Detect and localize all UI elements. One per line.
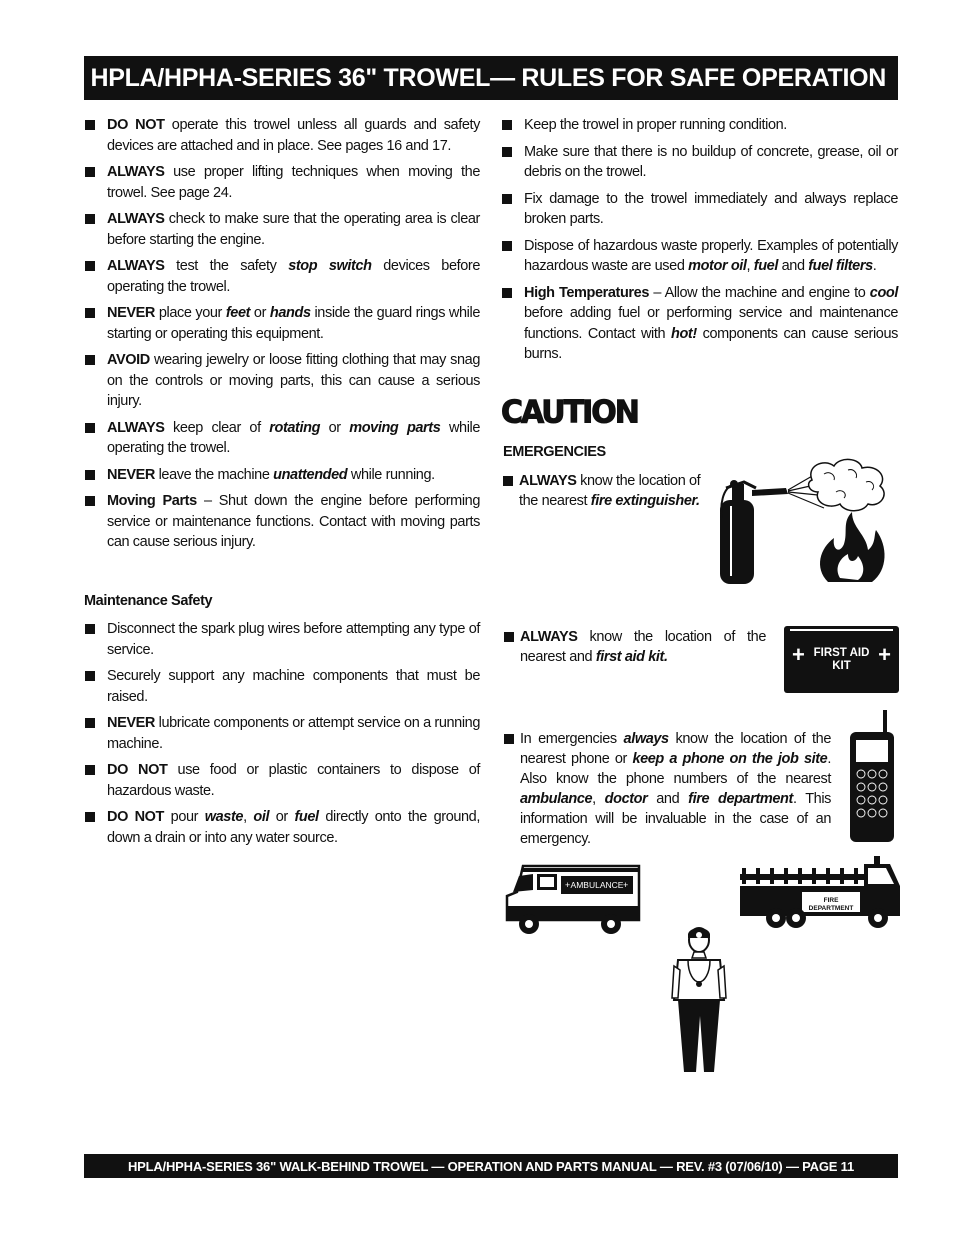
safety-rules-list (84, 115, 480, 553)
fire-truck-icon (740, 856, 900, 932)
emergency-phone-item: In emergencies always know the location of the nearest phone or keep a phone on the job site. Also know the phone numbers of the nearest ambulance, doctor and fire department. This information will be invaluable in the case of an emergency. (520, 731, 831, 847)
plus-icon: + (565, 880, 571, 890)
list-item: NEVER place your feet or hands inside the guard rings while starting or operating this equipment. (84, 303, 480, 344)
fire-dept-label: FIRE (823, 897, 839, 904)
list-item: NEVER lubricate components or attempt service on a running machine. (84, 713, 480, 754)
ambulance-label: AMBULANCE (570, 880, 624, 890)
list-item: Securely support any machine components that must be raised. (84, 666, 480, 707)
list-item: Make sure that there is no buildup of concrete, grease, oil or debris on the trowel. (501, 142, 898, 183)
left-column (84, 115, 480, 854)
caution-heading: CAUTION (501, 394, 638, 431)
list-item: ALWAYS check to make sure that the operating area is clear before starting the engine. (84, 209, 480, 250)
list-item: High Temperatures – Allow the machine and engine to cool before adding fuel or performing service and maintenance functions. Contact with hot! components can cause serious burns. (501, 283, 898, 365)
kit-label: FIRST AID (813, 647, 870, 659)
trowel-care-list (501, 115, 898, 365)
list-item: Dispose of hazardous waste properly. Examples of potentially hazardous waste are used motor oil, fuel and fuel filters. (501, 236, 898, 277)
list-item: DO NOT operate this trowel unless all guards and safety devices are attached and in place. See pages 16 and 17. (84, 115, 480, 156)
fire-dept-label: DEPARTMENT (808, 905, 854, 912)
mobile-phone-icon (846, 710, 898, 844)
right-column (501, 115, 898, 371)
plus-icon: + (623, 880, 629, 890)
page-footer: HPLA/HPHA-SERIES 36" WALK-BEHIND TROWEL — OPERATION AND PARTS MANUAL — REV. #3 (07/06/10) — PAGE 11 (84, 1154, 898, 1178)
kit-label: KIT (832, 660, 851, 672)
list-item: Fix damage to the trowel immediately and always replace broken parts. (501, 189, 898, 230)
maintenance-list (84, 619, 480, 848)
first-aid-kit-item: ALWAYS know the location of the nearest and first aid kit. (520, 629, 766, 665)
plus-icon: + (878, 642, 891, 667)
list-item: Keep the trowel in proper running condition. (501, 115, 898, 136)
list-item: ALWAYS keep clear of rotating or moving parts while operating the trowel. (84, 418, 480, 459)
list-item: DO NOT use food or plastic containers to dispose of hazardous waste. (84, 760, 480, 801)
maintenance-safety-heading: Maintenance Safety (84, 592, 213, 609)
emergencies-heading: EMERGENCIES (503, 444, 606, 460)
list-item: Moving Parts – Shut down the engine before performing service or maintenance functions. Contact with moving parts can cause serious injury. (84, 491, 480, 553)
kit-handle-line (790, 629, 893, 631)
list-item: ALWAYS use proper lifting techniques when moving the trowel. See page 24. (84, 162, 480, 203)
list-item: Disconnect the spark plug wires before attempting any type of service. (84, 619, 480, 660)
plus-icon: + (792, 642, 805, 667)
page-title: HPLA/HPHA-SERIES 36" TROWEL— RULES FOR SAFE OPERATION (84, 56, 898, 100)
list-item: NEVER leave the machine unattended while running. (84, 465, 480, 486)
doctor-icon (670, 926, 728, 1074)
list-item: AVOID wearing jewelry or loose fitting clothing that may snag on the controls or moving parts, this can cause a serious injury. (84, 350, 480, 412)
fire-extinguisher-icon (716, 458, 894, 586)
ambulance-icon (503, 862, 641, 938)
list-item: ALWAYS test the safety stop switch devices before operating the trowel. (84, 256, 480, 297)
fire-extinguisher-item: ALWAYS know the location of the nearest fire extinguisher. (519, 471, 719, 511)
first-aid-kit-icon (784, 626, 899, 693)
list-item: DO NOT pour waste, oil or fuel directly onto the ground, down a drain or into any water source. (84, 807, 480, 848)
